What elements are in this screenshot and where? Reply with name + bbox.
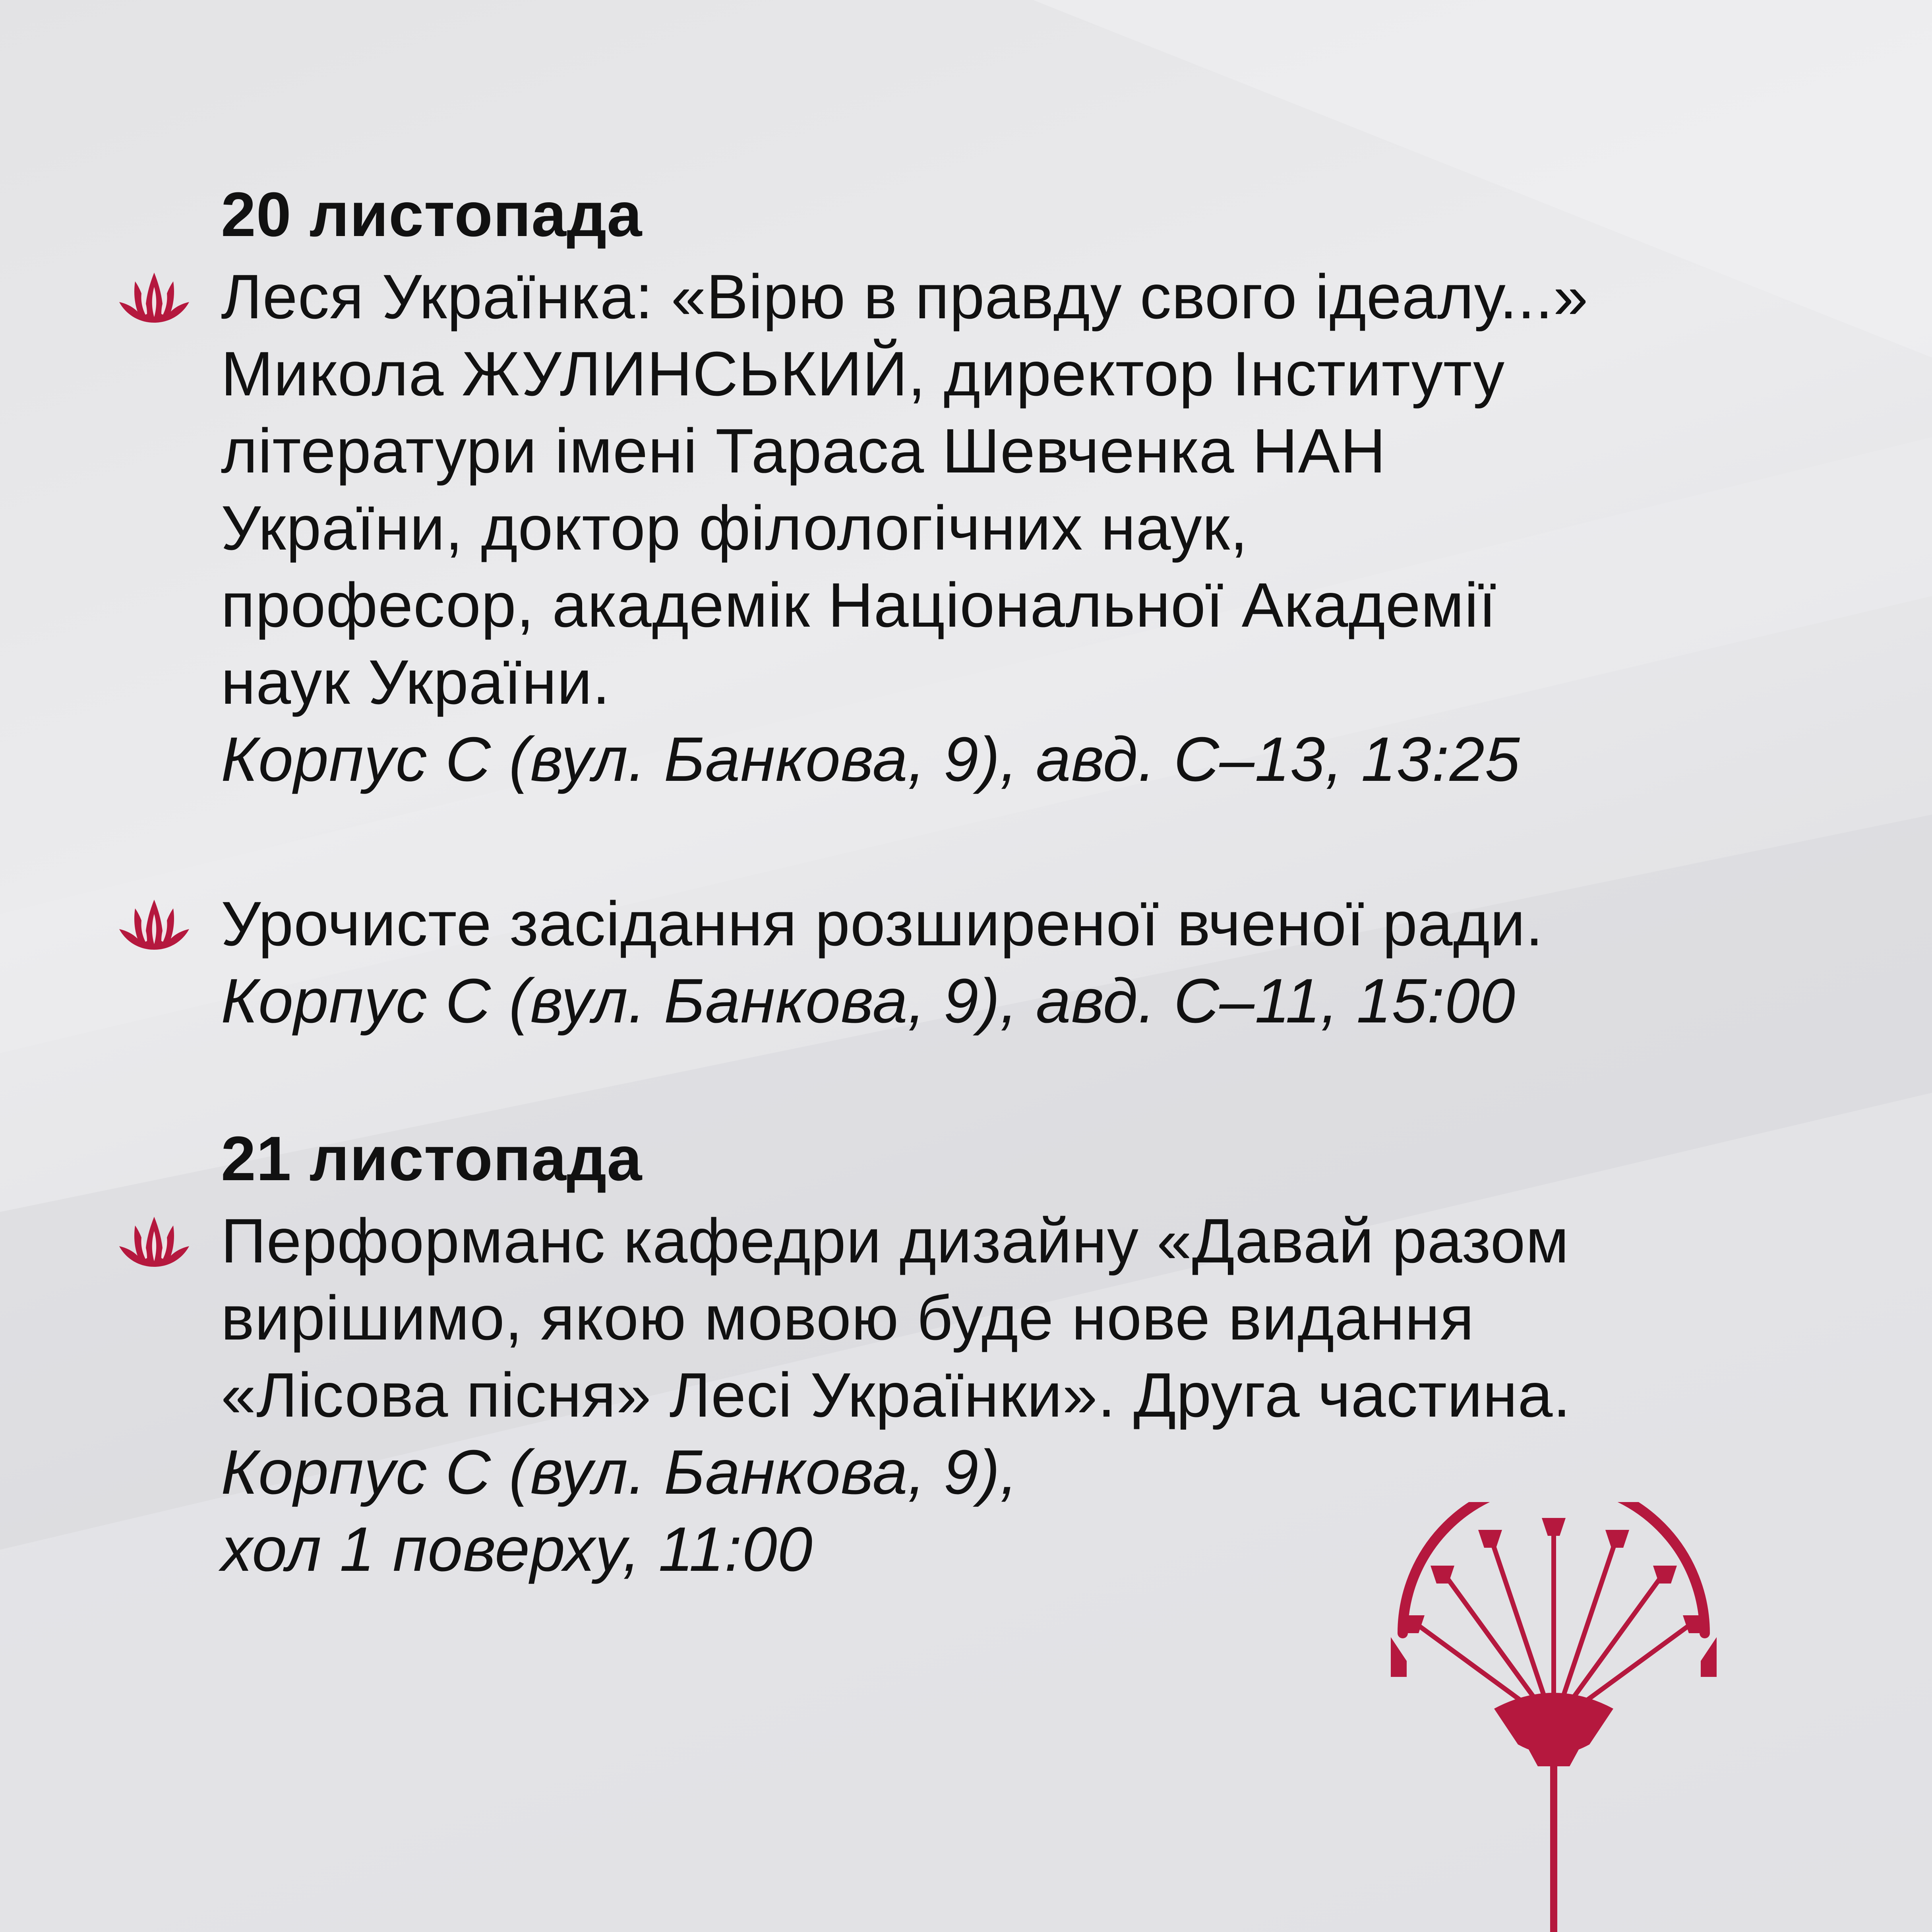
lotus-bullet-icon [114, 894, 194, 954]
event-item [221, 258, 1850, 798]
event-location: Корпус С (вул. Банкова, 9), авд. С–11, 15:00 [221, 966, 1516, 1036]
event-text-line: Перформанс кафедри дизайну «Давай разом [221, 1206, 1570, 1276]
event-text-line: «Лісова пісня» Лесі Українки». Друга частина. [221, 1360, 1571, 1430]
event-text-line: Урочисте засідання розширеної вченої ради. [221, 889, 1544, 959]
event-location: хол 1 поверху, 11:00 [221, 1514, 813, 1584]
fan-emblem-icon [1375, 1502, 1733, 1932]
program-content [221, 179, 1850, 1588]
event-text-line: України, доктор філологічних наук, [221, 493, 1248, 563]
date-heading: 21 листопада [221, 1124, 643, 1194]
event-text-line: наук України. [221, 647, 610, 717]
event-location: Корпус С (вул. Банкова, 9), [221, 1437, 1018, 1507]
event-text-line: Микола ЖУЛИНСЬКИЙ, директор Інституту [221, 339, 1505, 409]
date-heading: 20 листопада [221, 180, 643, 250]
lotus-bullet-icon [114, 1211, 194, 1271]
event-text-line: вирішимо, якою мовою буде нове видання [221, 1283, 1475, 1353]
event-location: Корпус С (вул. Банкова, 9), авд. С–13, 13:25 [221, 724, 1520, 794]
event-item [221, 885, 1850, 1040]
event-text-line: літератури імені Тараса Шевченка НАН [221, 416, 1386, 486]
lotus-bullet-icon [114, 267, 194, 327]
event-text-line: Леся Українка: «Вірю в правду свого ідеалу...» [221, 262, 1589, 332]
event-text-line: професор, академік Національної Академії [221, 570, 1497, 640]
day-section [221, 179, 1850, 1040]
